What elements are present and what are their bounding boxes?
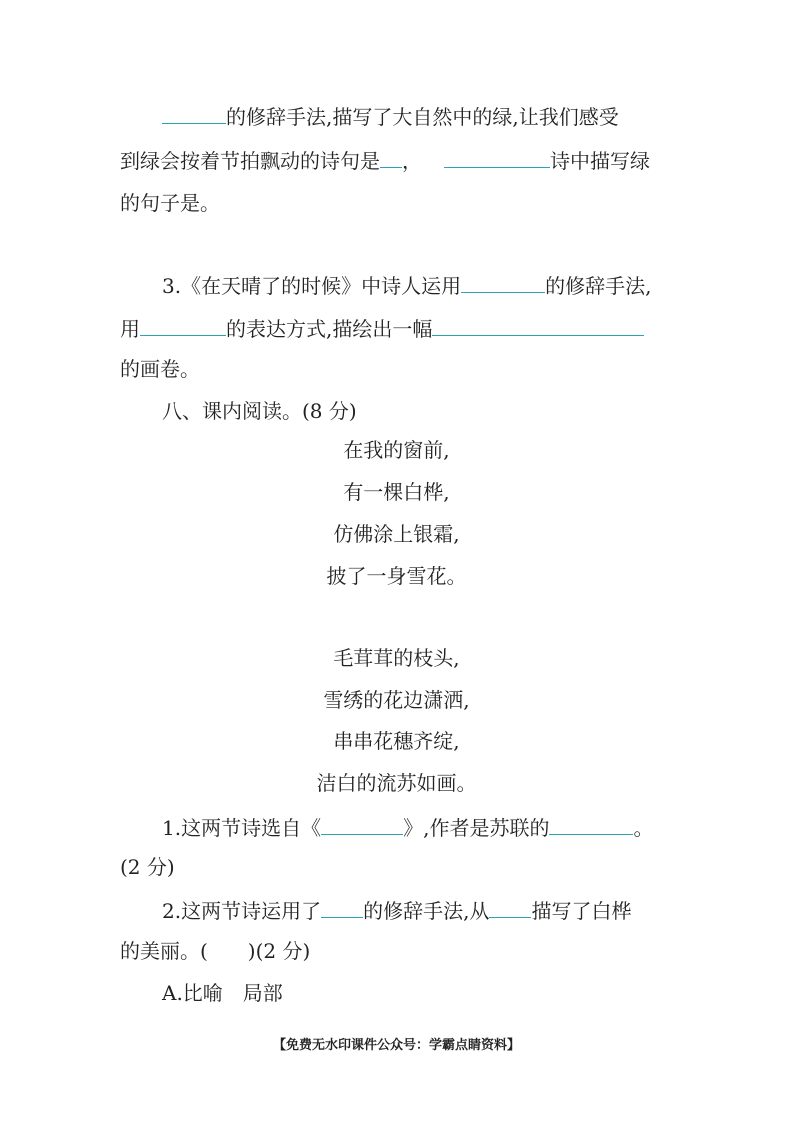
question-7-3-line-3: 的画卷。 [120, 357, 200, 381]
text: 诗中描写绿 [550, 149, 650, 173]
question-8-2-line-2: 的美丽。( )(2 分) [120, 939, 311, 963]
poem-line: 仿佛涂上银霜, [333, 522, 460, 546]
poem-line: 洁白的流苏如画。 [316, 771, 477, 795]
footer-watermark: 【免费无水印课件公众号：学霸点睛资料】 [272, 1038, 520, 1053]
question-7-2-line-2 [120, 145, 650, 176]
text: 到绿会按着节拍飘动的诗句是 [120, 149, 380, 173]
question-7-3-line-1 [162, 270, 651, 301]
answer-blank[interactable] [444, 145, 550, 168]
answer-blank[interactable] [549, 812, 633, 835]
text: 》,作者是苏联的 [403, 816, 550, 840]
answer-blank[interactable] [162, 101, 226, 124]
text: 。 [633, 816, 654, 840]
question-8-1-score: (2 分) [120, 855, 175, 879]
poem-line: 雪绣的花边潇洒, [323, 688, 470, 712]
option-a: A.比喻 局部 [162, 981, 283, 1005]
text: 的修辞手法,从 [363, 899, 490, 923]
question-8-1-line-1 [162, 812, 653, 843]
text: 描写了白桦 [531, 899, 632, 923]
poem-line: 披了一身雪花。 [326, 564, 467, 588]
text: 用 [120, 317, 140, 341]
question-7-2-line-3: 的句子是。 [120, 191, 220, 215]
question-8-2-line-1 [162, 895, 631, 926]
section-8-heading: 八、课内阅读。(8 分) [162, 399, 357, 423]
answer-blank[interactable] [432, 313, 644, 336]
answer-blank[interactable] [321, 812, 403, 835]
text: 的表达方式,描绘出一幅 [226, 317, 433, 341]
poem-line: 在我的窗前, [343, 438, 450, 462]
text: 1.这两节诗选自《 [162, 816, 322, 840]
answer-blank[interactable] [321, 895, 363, 918]
text: ， [402, 149, 422, 173]
text: 的修辞手法, [545, 274, 652, 298]
poem-line: 有一棵白桦, [343, 480, 450, 504]
question-7-2-line-1 [162, 101, 619, 132]
answer-blank[interactable] [489, 895, 531, 918]
text: 3.《在天晴了的时候》中诗人运用 [162, 274, 462, 298]
poem-line: 串串花穗齐绽, [333, 729, 460, 753]
text: 的修辞手法,描写了大自然中的绿,让我们感受 [226, 105, 619, 129]
answer-blank[interactable] [380, 145, 402, 168]
poem-line: 毛茸茸的枝头, [333, 646, 460, 670]
answer-blank[interactable] [140, 313, 226, 336]
question-7-3-line-2 [120, 313, 644, 344]
answer-blank[interactable] [461, 270, 545, 293]
text: 2.这两节诗运用了 [162, 899, 322, 923]
